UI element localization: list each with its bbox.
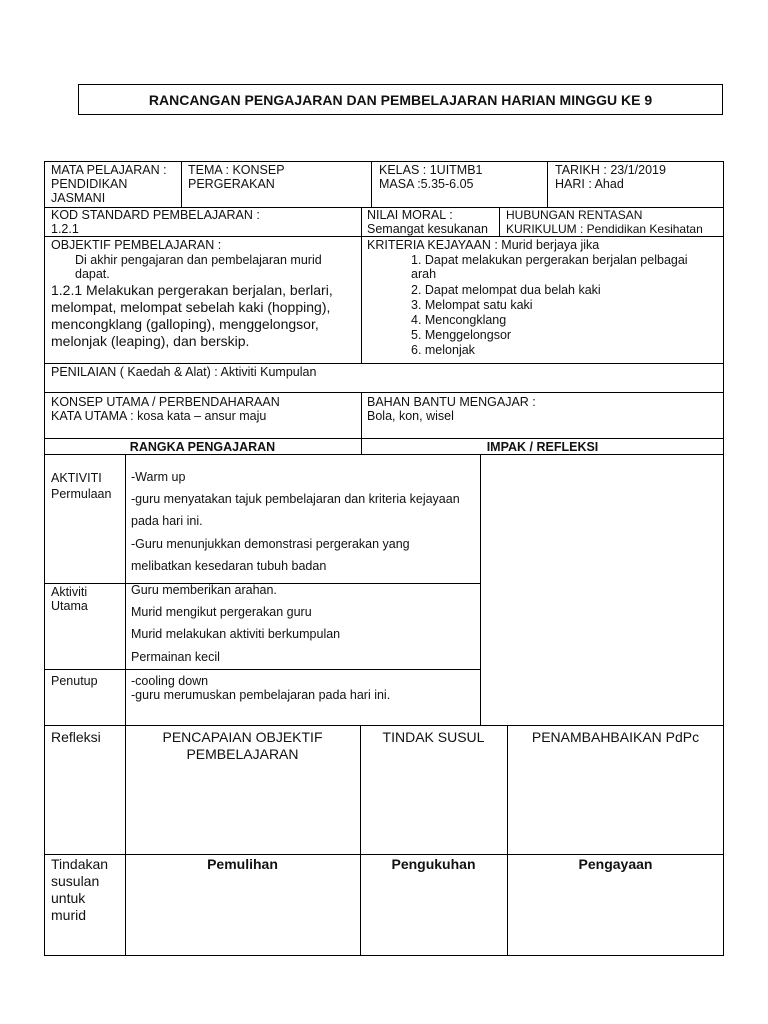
aktiviti-permulaan-label: AKTIVITI Permulaan xyxy=(51,471,112,501)
col-divider xyxy=(125,454,126,725)
objektif-heading: OBJEKTIF PEMBELAJARAN : xyxy=(51,238,222,252)
impak-heading: IMPAK / REFLEKSI xyxy=(486,440,599,454)
objektif-detail: 1.2.1 Melakukan pergerakan berjalan, berlari, melompat, melompat sebelah kaki (hopping), mencongklang (galloping), menggelongsor, melonjak (leaping), dan berskip. xyxy=(51,282,333,349)
nilai-moral-cell: NILAI MORAL : Semangat kesukanan xyxy=(367,208,488,236)
kriteria-item: 5. Menggelongsor xyxy=(411,328,512,342)
tindak-susul-heading: TINDAK SUSUL xyxy=(382,729,485,745)
pencapaian-objektif-heading: PENCAPAIAN OBJEKTIF PEMBELAJARAN xyxy=(162,729,323,762)
row-divider xyxy=(44,392,724,393)
aktiviti-line: -guru merumuskan pembelajaran pada hari ini. xyxy=(131,688,391,702)
row-divider xyxy=(44,454,724,455)
col-divider xyxy=(499,207,500,236)
kelas-masa-cell: KELAS : 1UITMB1 MASA :5.35-6.05 xyxy=(379,163,483,191)
col-divider xyxy=(360,725,361,956)
page-title: RANCANGAN PENGAJARAN DAN PEMBELAJARAN HARIAN MINGGU KE 9 xyxy=(148,92,653,108)
aktiviti-line: -guru menyatakan tajuk pembelajaran dan kriteria kejayaan xyxy=(131,492,460,506)
col-divider xyxy=(480,454,481,725)
pengukuhan-heading: Pengukuhan xyxy=(391,856,476,872)
objektif-intro: Di akhir pengajaran dan pembelajaran murid dapat. xyxy=(75,253,322,281)
kriteria-item: 3. Melompat satu kaki xyxy=(411,298,533,312)
row-divider xyxy=(44,725,724,726)
aktiviti-line: Permainan kecil xyxy=(131,650,220,664)
pengayaan-heading: Pengayaan xyxy=(578,856,653,872)
aktiviti-line: pada hari ini. xyxy=(131,514,203,528)
aktiviti-utama-label: Aktiviti Utama xyxy=(51,585,88,613)
penutup-label: Penutup xyxy=(51,674,98,688)
row-divider xyxy=(44,669,480,670)
kriteria-item: 2. Dapat melompat dua belah kaki xyxy=(411,283,601,297)
col-divider xyxy=(361,207,362,363)
rangka-heading: RANGKA PENGAJARAN xyxy=(129,440,276,454)
aktiviti-line: Guru memberikan arahan. xyxy=(131,583,277,597)
row-divider xyxy=(44,363,724,364)
refleksi-label: Refleksi xyxy=(51,729,101,745)
kod-standard-cell: KOD STANDARD PEMBELAJARAN : 1.2.1 xyxy=(51,208,260,236)
aktiviti-line: -cooling down xyxy=(131,674,209,688)
kriteria-item: 4. Mencongklang xyxy=(411,313,507,327)
penambahbaikan-heading: PENAMBAHBAIKAN PdPc xyxy=(531,729,700,745)
mata-pelajaran-cell: MATA PELAJARAN : PENDIDIKAN JASMANI xyxy=(51,163,167,205)
title-box xyxy=(78,84,723,115)
row-divider xyxy=(44,854,724,855)
row-divider xyxy=(44,236,724,237)
col-divider xyxy=(181,161,182,207)
aktiviti-line: -Guru menunjukkan demonstrasi pergerakan yang xyxy=(131,537,410,551)
kriteria-item: 6. melonjak xyxy=(411,343,475,357)
tarikh-hari-cell: TARIKH : 23/1/2019 HARI : Ahad xyxy=(555,163,666,191)
tema-cell: TEMA : KONSEP PERGERAKAN xyxy=(188,163,285,191)
pemulihan-heading: Pemulihan xyxy=(207,856,278,872)
aktiviti-line: melibatkan kesedaran tubuh badan xyxy=(131,559,327,573)
aktiviti-line: Murid melakukan aktiviti berkumpulan xyxy=(131,627,341,641)
konsep-utama-cell: KONSEP UTAMA / PERBENDAHARAAN KATA UTAMA : kosa kata – ansur maju xyxy=(51,395,280,423)
hubungan-rentasan-cell: HUBUNGAN RENTASAN KURIKULUM : Pendidikan Kesihatan xyxy=(506,208,703,236)
row-divider xyxy=(44,438,724,439)
col-divider xyxy=(507,725,508,956)
col-divider xyxy=(547,161,548,207)
penilaian-cell: PENILAIAN ( Kaedah & Alat) : Aktiviti Kumpulan xyxy=(51,365,317,379)
tindakan-susulan-label: Tindakan susulan untuk murid xyxy=(51,856,109,923)
col-divider xyxy=(371,161,372,207)
kriteria-heading: KRITERIA KEJAYAAN : Murid berjaya jika xyxy=(367,238,600,252)
aktiviti-line: Murid mengikut pergerakan guru xyxy=(131,605,312,619)
bahan-bantu-cell: BAHAN BANTU MENGAJAR : Bola, kon, wisel xyxy=(367,395,536,423)
aktiviti-line: -Warm up xyxy=(131,470,186,484)
kriteria-item: 1. Dapat melakukan pergerakan berjalan pelbagai arah xyxy=(411,253,688,281)
